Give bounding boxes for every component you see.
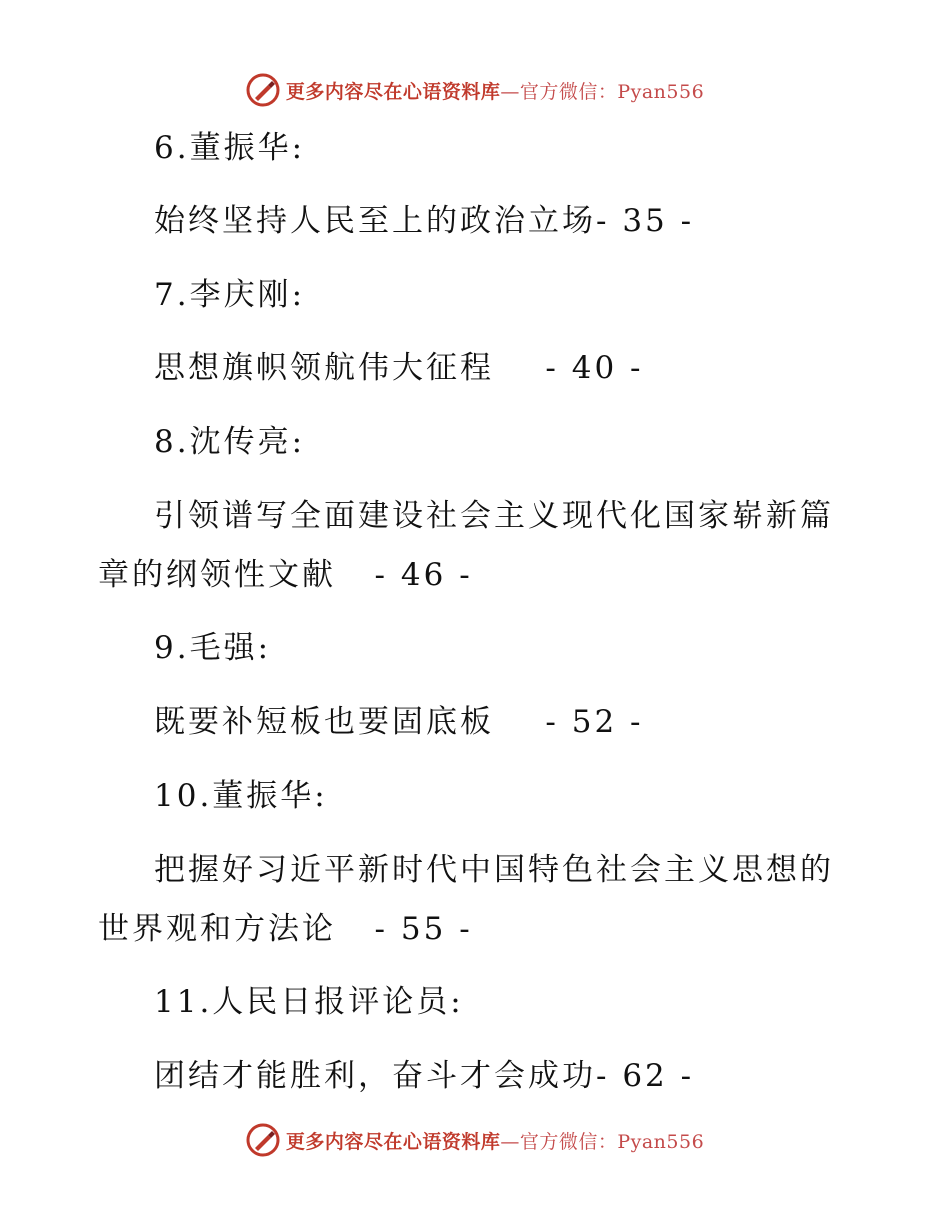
entry-title: 团结才能胜利，奋斗才会成功- 62 - — [154, 1058, 695, 1094]
entry-title: 引领谱写全面建设社会主义现代化国家崭新篇 — [154, 498, 834, 534]
header-watermark — [0, 70, 950, 110]
fountain-pen-logo-icon — [246, 1123, 280, 1157]
entry-title: 思想旗帜领航伟大征程 - 40 - — [154, 350, 644, 386]
entry-title: 既要补短板也要固底板 - 52 - — [154, 704, 644, 740]
entry-heading: 7.李庆刚: — [154, 277, 306, 313]
entry-title: 把握好习近平新时代中国特色社会主义思想的 — [154, 852, 834, 888]
entry-title-continued: 世界观和方法论 - 55 - — [98, 911, 473, 947]
entry-heading: 10.董振华: — [154, 778, 328, 814]
entry-heading: 6.董振华: — [154, 130, 306, 166]
entry-heading: 11.人民日报评论员: — [154, 984, 464, 1020]
watermark-text: 更多内容尽在心语资料库—官方微信：Pyan556 — [285, 80, 705, 103]
fountain-pen-logo-icon — [246, 73, 280, 107]
entry-title-continued: 章的纲领性文献 - 46 - — [98, 557, 473, 593]
entry-heading: 9.毛强: — [154, 630, 272, 666]
watermark-text: 更多内容尽在心语资料库—官方微信：Pyan556 — [285, 1130, 705, 1153]
entry-heading: 8.沈传亮: — [154, 424, 306, 460]
footer-watermark — [0, 1120, 950, 1160]
entry-title: 始终坚持人民至上的政治立场- 35 - — [154, 203, 695, 239]
